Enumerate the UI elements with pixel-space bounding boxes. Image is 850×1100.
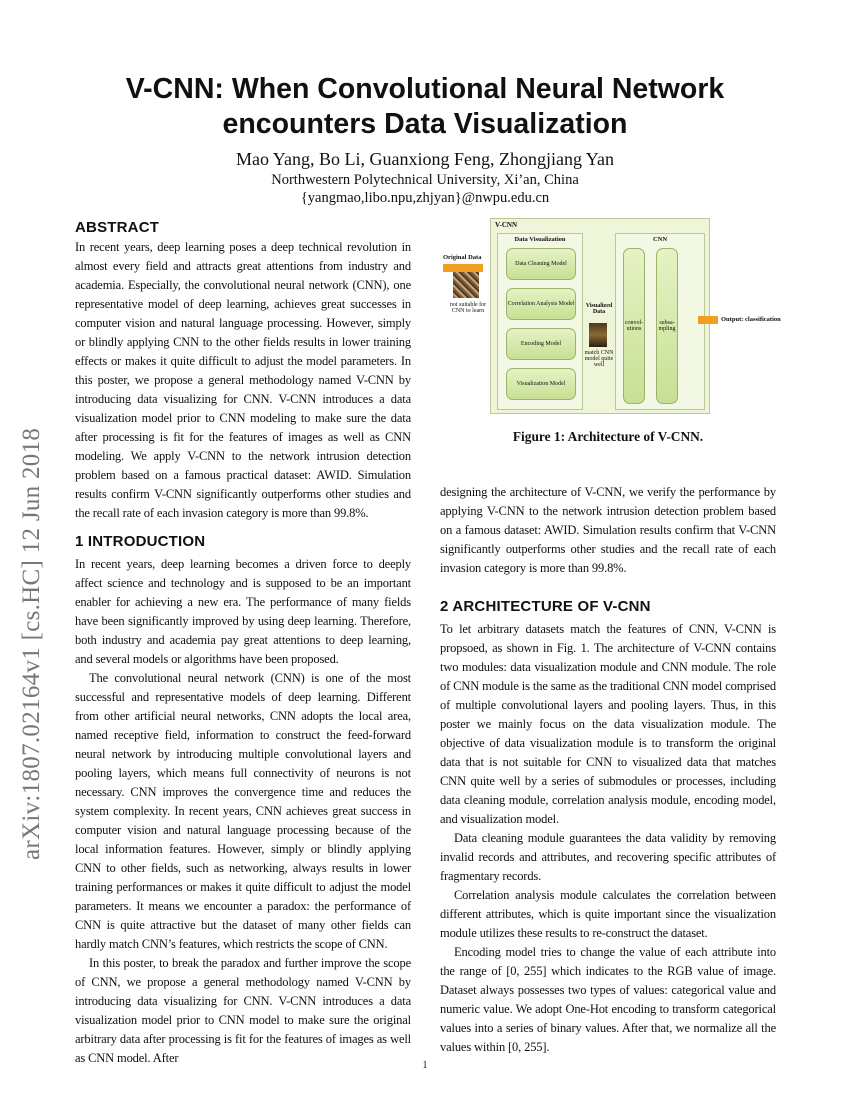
- paragraph: To let arbitrary datasets match the features of CNN, V-CNN is propsoed, as shown in Fig. 1. The architecture of V-CNN contains two modules: data visualization module and CNN module. The role of CNN module is the same as the traditional CNN model comprised of multiple convolutional layers and pooling layers. Thus, in this poster we mainly focus on the data visualization module. The objective of data visualization module is to transform the original data that is not suitable for CNN to visualized data that matches CNN quite well by a series of submodules or processes, including data cleaning module, correlation analysis module, encoding model, and visualization model.: [440, 622, 776, 826]
- title-line-2: encounters Data Visualization: [222, 108, 628, 140]
- subsampling-box: subsa-mpling: [656, 248, 678, 404]
- vcnn-box: [490, 218, 710, 414]
- input-arrow: [443, 264, 483, 272]
- paragraph: Encoding model tries to change the value of each attribute into the range of [0, 255] which indicates to the RGB value of image. Dataset always possesses two types of values: categorical value and numeric value. We adopt One-Hot encoding to transform categorical values into a series of binary values. After that, we normalize all the values within [0, 255].: [440, 945, 776, 1054]
- left-column: [75, 217, 411, 1068]
- output-arrow: [698, 316, 718, 324]
- visualized-data-label: Visualized Data: [585, 303, 613, 315]
- paragraph: In recent years, deep learning becomes a driven force to deeply affect science and technology and is supposed to be an important enabler for achieving a new era. The performance of many fields have been significantly improved by using deep learning. Therefore, both industry and academia pay great attentions to deep learning, and several models or algorithms have been proposed.: [75, 557, 411, 666]
- right-column: [440, 483, 776, 1057]
- output-label: Output: classification: [721, 316, 781, 323]
- paragraph: designing the architecture of V-CNN, we verify the performance by applying V-CNN to the network intrusion detection problem based on a famous dataset: AWID. Simulation results confirm that V-CNN significantly outperforms other studies and the recall rate of each invasion category is more than 99.8%.: [440, 485, 776, 575]
- section-2-heading: 2 ARCHITECTURE OF V-CNN: [440, 598, 651, 615]
- paragraph: Correlation analysis module calculates the correlation between different attributes, which is quite important since the visualization module utilizes these results to re-construct the dataset.: [440, 888, 776, 940]
- original-data-label: Original Data: [443, 254, 482, 261]
- data-visualization-box: [497, 233, 583, 410]
- mona-lisa-image: [589, 323, 607, 347]
- step-box: Encoding Model: [506, 328, 576, 360]
- section-1-heading: 1 INTRODUCTION: [75, 533, 206, 550]
- figure-architecture: [443, 216, 781, 416]
- not-suitable-label: not suitable for CNN to learn: [449, 302, 487, 314]
- paragraph: In this poster, to break the paradox and further improve the scope of CNN, we propose a general methodology named V-CNN by introducing data visualizing for CNN. V-CNN introduces a data visualization model prior to CNN model to make sure the original arbitrary data after processing is fit for the features of images as well as CNN model. After: [75, 956, 411, 1065]
- abstract-text: In recent years, deep learning poses a deep technical revolution in almost every field and attracts great attentions from industry and academia. Especially, the convolutional neural network (CNN), one representative model of deep learning, achieves great successes in computer vision and natural language processing. However, simply or blindly applying CNN to the other fields results in lower training effects or makes it quite difficult to adjust the model parameters. In this poster, we propose a general methodology named V-CNN by introducing data visualizing for CNN. V-CNN introduces a data visualization model prior to CNN modeling to make sure the data after processing is fit for the features of images as well as CNN modeling. We apply V-CNN to the network intrusion detection problem based on a famous practical dataset: AWID. Simulation results confirm V-CNN significantly outperforms other studies and the recall rate of each invasion category is more than 99.8%.: [75, 240, 411, 520]
- title-line-1: V-CNN: When Convolutional Neural Network: [125, 73, 725, 105]
- convolutions-box: convol-utions: [623, 248, 645, 404]
- step-box: Correlation Analysis Model: [506, 288, 576, 320]
- cnn-label: CNN: [652, 236, 668, 243]
- vcnn-label: V-CNN: [495, 221, 518, 229]
- dv-label: Data Visualization: [514, 236, 566, 243]
- step-box: Data Cleaning Model: [506, 248, 576, 280]
- abstract-heading: ABSTRACT: [75, 219, 160, 236]
- email: {yangmao,libo.npu,zhjyan}@nwpu.edu.cn: [300, 190, 550, 206]
- authors: Mao Yang, Bo Li, Guanxiong Feng, Zhongjiang Yan: [235, 149, 614, 169]
- paper-title: [0, 72, 850, 142]
- arxiv-stamp: arXiv:1807.02164v1 [cs.HC] 12 Jun 2018: [18, 427, 45, 860]
- cnn-box: [615, 233, 705, 410]
- match-label: match CNN model quite well: [584, 350, 614, 368]
- paragraph: The convolutional neural network (CNN) is one of the most successful and representative models of deep learning. Different from other artificial neural networks, CNN adopts the local area, named receptive field, information to construct the feed-forward neural network by introducing multiple convolutional layers and pooling layers, which means full connectivity of neurons is not necessary. CNN improves the convergence time and reduces the system complexity. In recent years, CNN achieves great success in computer vision and natural language processing because of the local information features. However, simply or blindly applying CNN to other fields, such as networking, always results in lower training performances or makes it quite difficult to adjust the model parameters. It means we encounter a paradox: the performance of CNN is quite attractive but the dataset of many other fields can hardly match CNN’s features, which restricts the scope of CNN.: [75, 671, 411, 951]
- affiliation: Northwestern Polytechnical University, Xi’an, China: [271, 172, 579, 188]
- page-number: 1: [422, 1060, 428, 1071]
- figure-caption: Figure 1: Architecture of V-CNN.: [512, 429, 704, 444]
- paragraph: Data cleaning module guarantees the data validity by removing invalid records and attributes, and recovering specific attributes of fragmentary records.: [440, 831, 776, 883]
- noise-image: [453, 272, 479, 298]
- step-box: Visualization Model: [506, 368, 576, 400]
